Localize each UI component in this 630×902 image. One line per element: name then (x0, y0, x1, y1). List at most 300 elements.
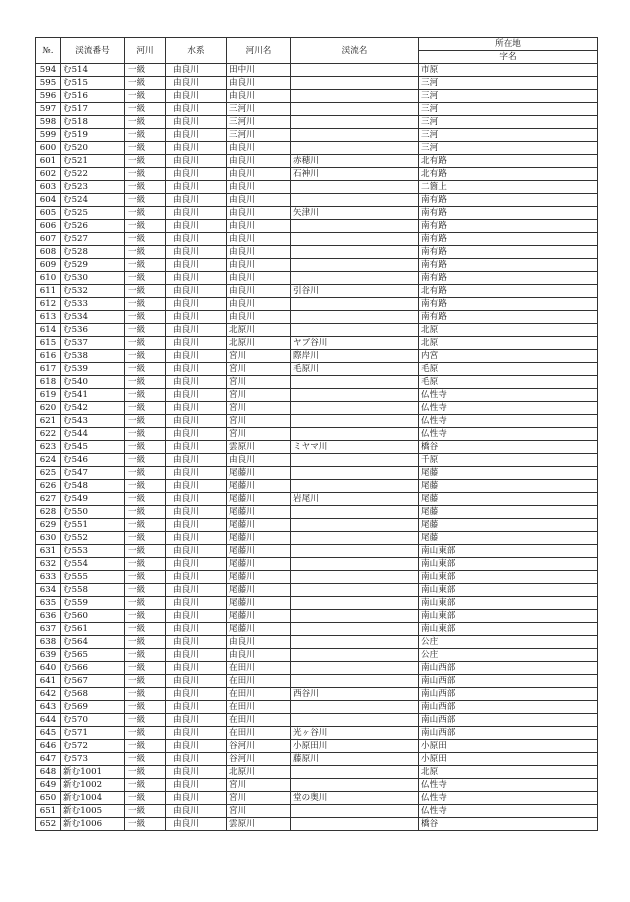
stream-name-cell (291, 467, 419, 480)
table-row (36, 597, 598, 610)
row-number-cell: 634 (36, 584, 61, 597)
table-row (36, 181, 598, 194)
river-class-cell: 一級 (125, 363, 166, 376)
stream-name-cell (291, 389, 419, 402)
river-name-cell: 雲原川 (227, 818, 291, 831)
river-class-cell: 一級 (125, 805, 166, 818)
aza-name-cell: 南有路 (419, 298, 598, 311)
river-name-cell: 尾藤川 (227, 506, 291, 519)
row-number-cell: 610 (36, 272, 61, 285)
aza-name-cell: 南有路 (419, 233, 598, 246)
river-class-cell: 一級 (125, 324, 166, 337)
water-system-cell: 由良川 (166, 480, 227, 493)
river-name-cell: 在田川 (227, 701, 291, 714)
aza-name-cell: 南有路 (419, 207, 598, 220)
table-row (36, 350, 598, 363)
stream-name-cell: 際岸川 (291, 350, 419, 363)
aza-name-cell: 仏性寺 (419, 389, 598, 402)
table-row (36, 792, 598, 805)
table-row (36, 129, 598, 142)
water-system-cell: 由良川 (166, 220, 227, 233)
river-class-cell: 一級 (125, 636, 166, 649)
water-system-cell: 由良川 (166, 571, 227, 584)
water-system-cell: 由良川 (166, 766, 227, 779)
aza-name-cell: 南山西部 (419, 714, 598, 727)
river-name-cell: 尾藤川 (227, 532, 291, 545)
table-row (36, 363, 598, 376)
table-row (36, 675, 598, 688)
stream-number-cell: む565 (61, 649, 125, 662)
river-name-cell: 由良川 (227, 90, 291, 103)
river-name-cell: 由良川 (227, 311, 291, 324)
row-number-cell: 638 (36, 636, 61, 649)
aza-name-cell: 南山西部 (419, 675, 598, 688)
row-number-cell: 594 (36, 64, 61, 77)
row-number-cell: 639 (36, 649, 61, 662)
row-number-cell: 627 (36, 493, 61, 506)
row-number-cell: 628 (36, 506, 61, 519)
stream-number-cell: む542 (61, 402, 125, 415)
stream-name-cell: 藤原川 (291, 753, 419, 766)
river-name-cell: 由良川 (227, 272, 291, 285)
stream-number-cell: 新む1001 (61, 766, 125, 779)
row-number-cell: 607 (36, 233, 61, 246)
river-name-cell: 雲原川 (227, 441, 291, 454)
row-number-cell: 595 (36, 77, 61, 90)
river-name-cell: 北原川 (227, 337, 291, 350)
river-class-cell: 一級 (125, 259, 166, 272)
stream-name-cell (291, 675, 419, 688)
river-name-cell: 宮川 (227, 779, 291, 792)
river-class-cell: 一級 (125, 493, 166, 506)
table-row (36, 259, 598, 272)
stream-number-cell: む569 (61, 701, 125, 714)
table-row (36, 207, 598, 220)
row-number-cell: 618 (36, 376, 61, 389)
water-system-cell: 由良川 (166, 610, 227, 623)
stream-name-cell (291, 532, 419, 545)
aza-name-cell: 南山東部 (419, 584, 598, 597)
row-number-cell: 601 (36, 155, 61, 168)
stream-name-cell (291, 233, 419, 246)
river-name-cell: 宮川 (227, 415, 291, 428)
row-number-cell: 622 (36, 428, 61, 441)
river-class-cell: 一級 (125, 415, 166, 428)
row-number-cell: 636 (36, 610, 61, 623)
stream-name-cell (291, 805, 419, 818)
stream-number-cell: む532 (61, 285, 125, 298)
row-number-cell: 631 (36, 545, 61, 558)
river-class-cell: 一級 (125, 571, 166, 584)
river-name-cell: 在田川 (227, 714, 291, 727)
water-system-cell: 由良川 (166, 77, 227, 90)
stream-number-cell: む514 (61, 64, 125, 77)
river-class-cell: 一級 (125, 90, 166, 103)
stream-number-cell: む544 (61, 428, 125, 441)
stream-number-cell: む516 (61, 90, 125, 103)
stream-number-cell: む536 (61, 324, 125, 337)
river-name-cell: 由良川 (227, 194, 291, 207)
stream-number-cell: む526 (61, 220, 125, 233)
stream-number-cell: む518 (61, 116, 125, 129)
aza-name-cell: 南山西部 (419, 701, 598, 714)
aza-name-cell: 橋谷 (419, 441, 598, 454)
stream-number-cell: む548 (61, 480, 125, 493)
row-number-cell: 633 (36, 571, 61, 584)
water-system-cell: 由良川 (166, 662, 227, 675)
stream-name-cell: 西谷川 (291, 688, 419, 701)
header-location: 所在地 (419, 38, 598, 51)
header-no: №. (36, 38, 61, 64)
table-row (36, 532, 598, 545)
river-class-cell: 一級 (125, 610, 166, 623)
aza-name-cell: 尾藤 (419, 519, 598, 532)
stream-name-cell (291, 402, 419, 415)
table-row (36, 337, 598, 350)
aza-name-cell: 南山東部 (419, 558, 598, 571)
table-row (36, 610, 598, 623)
river-class-cell: 一級 (125, 688, 166, 701)
water-system-cell: 由良川 (166, 233, 227, 246)
header-aza-name: 字名 (419, 51, 598, 64)
aza-name-cell: 北原 (419, 324, 598, 337)
row-number-cell: 650 (36, 792, 61, 805)
row-number-cell: 645 (36, 727, 61, 740)
stream-name-cell (291, 779, 419, 792)
water-system-cell: 由良川 (166, 675, 227, 688)
stream-number-cell: む566 (61, 662, 125, 675)
water-system-cell: 由良川 (166, 194, 227, 207)
table-row (36, 506, 598, 519)
row-number-cell: 635 (36, 597, 61, 610)
row-number-cell: 630 (36, 532, 61, 545)
water-system-cell: 由良川 (166, 649, 227, 662)
water-system-cell: 由良川 (166, 688, 227, 701)
table-row (36, 389, 598, 402)
river-name-cell: 在田川 (227, 688, 291, 701)
aza-name-cell: 仏性寺 (419, 792, 598, 805)
water-system-cell: 由良川 (166, 597, 227, 610)
aza-name-cell: 小原田 (419, 740, 598, 753)
river-name-cell: 宮川 (227, 350, 291, 363)
aza-name-cell: 三河 (419, 103, 598, 116)
water-system-cell: 由良川 (166, 285, 227, 298)
stream-number-cell: む550 (61, 506, 125, 519)
aza-name-cell: 北有路 (419, 168, 598, 181)
stream-name-cell (291, 77, 419, 90)
stream-name-cell (291, 610, 419, 623)
river-name-cell: 尾藤川 (227, 545, 291, 558)
table-row (36, 64, 598, 77)
river-class-cell: 一級 (125, 129, 166, 142)
stream-number-cell: 新む1005 (61, 805, 125, 818)
row-number-cell: 600 (36, 142, 61, 155)
river-name-cell: 宮川 (227, 376, 291, 389)
stream-name-cell: ミヤマ川 (291, 441, 419, 454)
stream-name-cell (291, 181, 419, 194)
stream-name-cell (291, 311, 419, 324)
water-system-cell: 由良川 (166, 506, 227, 519)
river-class-cell: 一級 (125, 246, 166, 259)
water-system-cell: 由良川 (166, 545, 227, 558)
river-class-cell: 一級 (125, 662, 166, 675)
stream-name-cell (291, 220, 419, 233)
aza-name-cell: 尾藤 (419, 532, 598, 545)
aza-name-cell: 仏性寺 (419, 402, 598, 415)
river-name-cell: 由良川 (227, 181, 291, 194)
river-name-cell: 尾藤川 (227, 480, 291, 493)
row-number-cell: 641 (36, 675, 61, 688)
stream-number-cell: む519 (61, 129, 125, 142)
header-stream-number: 渓流番号 (61, 38, 125, 64)
row-number-cell: 611 (36, 285, 61, 298)
aza-name-cell: 南山東部 (419, 597, 598, 610)
river-class-cell: 一級 (125, 740, 166, 753)
stream-name-cell (291, 558, 419, 571)
river-name-cell: 尾藤川 (227, 610, 291, 623)
river-class-cell: 一級 (125, 766, 166, 779)
river-name-cell: 由良川 (227, 207, 291, 220)
river-class-cell: 一級 (125, 64, 166, 77)
water-system-cell: 由良川 (166, 376, 227, 389)
row-number-cell: 624 (36, 454, 61, 467)
aza-name-cell: 南山東部 (419, 571, 598, 584)
river-class-cell: 一級 (125, 584, 166, 597)
aza-name-cell: 尾藤 (419, 480, 598, 493)
table-row (36, 77, 598, 90)
water-system-cell: 由良川 (166, 402, 227, 415)
river-name-cell: 尾藤川 (227, 558, 291, 571)
table-row (36, 779, 598, 792)
river-name-cell: 北原川 (227, 324, 291, 337)
water-system-cell: 由良川 (166, 805, 227, 818)
river-class-cell: 一級 (125, 441, 166, 454)
stream-number-cell: む527 (61, 233, 125, 246)
aza-name-cell: 尾藤 (419, 467, 598, 480)
water-system-cell: 由良川 (166, 493, 227, 506)
river-class-cell: 一級 (125, 298, 166, 311)
river-name-cell: 在田川 (227, 675, 291, 688)
row-number-cell: 625 (36, 467, 61, 480)
aza-name-cell: 橋谷 (419, 818, 598, 831)
stream-name-cell (291, 636, 419, 649)
river-class-cell: 一級 (125, 623, 166, 636)
stream-name-cell: 光ヶ谷川 (291, 727, 419, 740)
table-row (36, 142, 598, 155)
water-system-cell: 由良川 (166, 389, 227, 402)
water-system-cell: 由良川 (166, 753, 227, 766)
river-class-cell: 一級 (125, 428, 166, 441)
river-name-cell: 田中川 (227, 64, 291, 77)
river-class-cell: 一級 (125, 116, 166, 129)
stream-number-cell: む522 (61, 168, 125, 181)
table-row (36, 623, 598, 636)
aza-name-cell: 北有路 (419, 285, 598, 298)
water-system-cell: 由良川 (166, 168, 227, 181)
river-name-cell: 由良川 (227, 220, 291, 233)
water-system-cell: 由良川 (166, 181, 227, 194)
aza-name-cell: 北有路 (419, 155, 598, 168)
table-row (36, 116, 598, 129)
water-system-cell: 由良川 (166, 441, 227, 454)
stream-name-cell (291, 64, 419, 77)
stream-number-cell: む559 (61, 597, 125, 610)
water-system-cell: 由良川 (166, 623, 227, 636)
river-name-cell: 尾藤川 (227, 467, 291, 480)
table-row (36, 298, 598, 311)
row-number-cell: 646 (36, 740, 61, 753)
stream-number-cell: む517 (61, 103, 125, 116)
stream-name-cell (291, 454, 419, 467)
stream-name-cell (291, 324, 419, 337)
aza-name-cell: 仏性寺 (419, 779, 598, 792)
stream-number-cell: む546 (61, 454, 125, 467)
row-number-cell: 615 (36, 337, 61, 350)
table-row (36, 818, 598, 831)
stream-name-cell (291, 415, 419, 428)
water-system-cell: 由良川 (166, 207, 227, 220)
table-row (36, 493, 598, 506)
river-class-cell: 一級 (125, 155, 166, 168)
river-name-cell: 宮川 (227, 363, 291, 376)
river-name-cell: 尾藤川 (227, 493, 291, 506)
water-system-cell: 由良川 (166, 116, 227, 129)
stream-number-cell: む553 (61, 545, 125, 558)
stream-name-cell (291, 194, 419, 207)
river-name-cell: 三河川 (227, 116, 291, 129)
river-class-cell: 一級 (125, 675, 166, 688)
river-class-cell: 一級 (125, 77, 166, 90)
row-number-cell: 626 (36, 480, 61, 493)
table-row (36, 519, 598, 532)
river-name-cell: 由良川 (227, 142, 291, 155)
stream-number-cell: む528 (61, 246, 125, 259)
stream-name-cell (291, 129, 419, 142)
row-number-cell: 648 (36, 766, 61, 779)
river-name-cell: 在田川 (227, 727, 291, 740)
aza-name-cell: 内宮 (419, 350, 598, 363)
row-number-cell: 616 (36, 350, 61, 363)
stream-number-cell: む530 (61, 272, 125, 285)
stream-name-cell: 岩尾川 (291, 493, 419, 506)
river-class-cell: 一級 (125, 779, 166, 792)
aza-name-cell: 尾藤 (419, 506, 598, 519)
stream-name-cell (291, 662, 419, 675)
row-number-cell: 620 (36, 402, 61, 415)
stream-name-cell: 赤穂川 (291, 155, 419, 168)
stream-name-cell (291, 246, 419, 259)
table-row (36, 545, 598, 558)
stream-name-cell: 堂の奥川 (291, 792, 419, 805)
row-number-cell: 608 (36, 246, 61, 259)
river-name-cell: 北原川 (227, 766, 291, 779)
stream-name-cell (291, 818, 419, 831)
water-system-cell: 由良川 (166, 428, 227, 441)
stream-name-cell: 小原田川 (291, 740, 419, 753)
stream-name-cell (291, 701, 419, 714)
stream-number-cell: む554 (61, 558, 125, 571)
water-system-cell: 由良川 (166, 701, 227, 714)
river-class-cell: 一級 (125, 272, 166, 285)
stream-name-cell (291, 90, 419, 103)
river-class-cell: 一級 (125, 480, 166, 493)
water-system-cell: 由良川 (166, 103, 227, 116)
aza-name-cell: 三河 (419, 90, 598, 103)
stream-name-cell (291, 259, 419, 272)
river-name-cell: 由良川 (227, 233, 291, 246)
row-number-cell: 643 (36, 701, 61, 714)
stream-number-cell: む533 (61, 298, 125, 311)
aza-name-cell: 三河 (419, 116, 598, 129)
table-row (36, 233, 598, 246)
aza-name-cell: 小原田 (419, 753, 598, 766)
table-row (36, 766, 598, 779)
table-row (36, 155, 598, 168)
river-name-cell: 由良川 (227, 636, 291, 649)
river-class-cell: 一級 (125, 311, 166, 324)
row-number-cell: 652 (36, 818, 61, 831)
river-class-cell: 一級 (125, 285, 166, 298)
river-class-cell: 一級 (125, 506, 166, 519)
aza-name-cell: 毛原 (419, 376, 598, 389)
water-system-cell: 由良川 (166, 129, 227, 142)
table-row (36, 168, 598, 181)
stream-number-cell: む551 (61, 519, 125, 532)
water-system-cell: 由良川 (166, 324, 227, 337)
water-system-cell: 由良川 (166, 90, 227, 103)
stream-number-cell: 新む1002 (61, 779, 125, 792)
stream-number-cell: む547 (61, 467, 125, 480)
table-row (36, 584, 598, 597)
aza-name-cell: 北原 (419, 766, 598, 779)
row-number-cell: 644 (36, 714, 61, 727)
stream-number-cell: む549 (61, 493, 125, 506)
table-row (36, 662, 598, 675)
table-row (36, 220, 598, 233)
aza-name-cell: 三河 (419, 142, 598, 155)
river-name-cell: 宮川 (227, 792, 291, 805)
table-row (36, 428, 598, 441)
row-number-cell: 623 (36, 441, 61, 454)
row-number-cell: 617 (36, 363, 61, 376)
water-system-cell: 由良川 (166, 311, 227, 324)
water-system-cell: 由良川 (166, 519, 227, 532)
river-name-cell: 尾藤川 (227, 597, 291, 610)
river-class-cell: 一級 (125, 519, 166, 532)
stream-number-cell: む561 (61, 623, 125, 636)
stream-name-cell (291, 623, 419, 636)
aza-name-cell: 北原 (419, 337, 598, 350)
stream-number-cell: む524 (61, 194, 125, 207)
stream-number-cell: む572 (61, 740, 125, 753)
stream-number-cell: む537 (61, 337, 125, 350)
river-name-cell: 由良川 (227, 285, 291, 298)
row-number-cell: 629 (36, 519, 61, 532)
row-number-cell: 637 (36, 623, 61, 636)
river-class-cell: 一級 (125, 168, 166, 181)
stream-name-cell (291, 480, 419, 493)
aza-name-cell: 南山西部 (419, 688, 598, 701)
aza-name-cell: 三河 (419, 77, 598, 90)
river-class-cell: 一級 (125, 103, 166, 116)
water-system-cell: 由良川 (166, 337, 227, 350)
table-row (36, 701, 598, 714)
water-system-cell: 由良川 (166, 558, 227, 571)
river-name-cell: 谷河川 (227, 753, 291, 766)
river-name-cell: 宮川 (227, 805, 291, 818)
table-row (36, 376, 598, 389)
row-number-cell: 597 (36, 103, 61, 116)
